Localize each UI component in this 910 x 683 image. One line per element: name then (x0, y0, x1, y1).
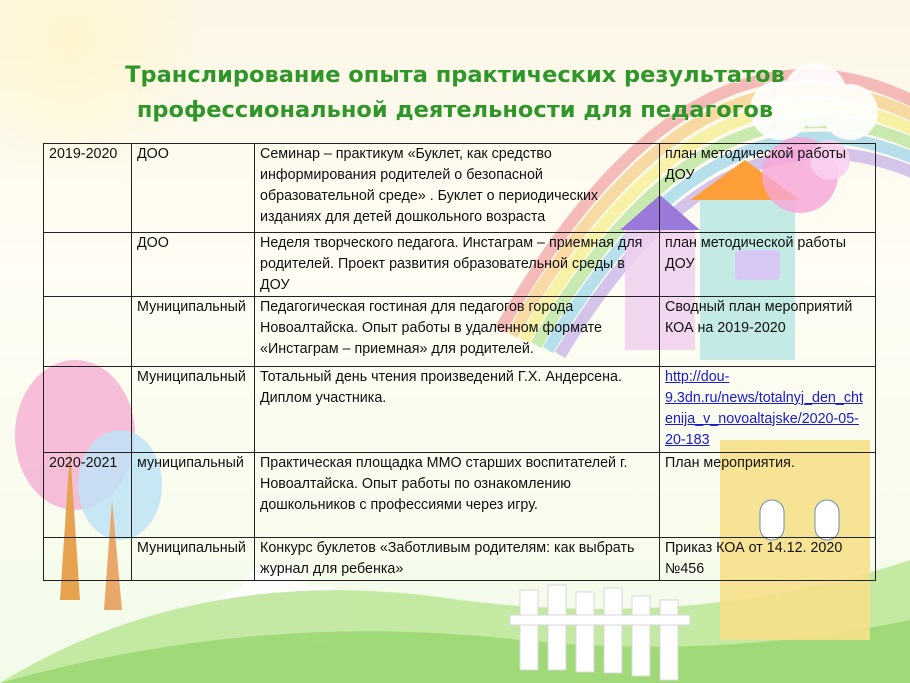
event-cell: Педагогическая гостиная для педагогов города Новоалтайска. Опыт работы в удаленном формате «Инстаграм – приемная» для родителей. (255, 297, 660, 367)
document-cell: Приказ КОА от 14.12. 2020 №456 (660, 538, 876, 581)
year-cell (44, 297, 132, 367)
event-cell: Конкурс буклетов «Заботливым родителям: как выбрать журнал для ребенка» (255, 538, 660, 581)
event-cell: Практическая площадка ММО старших воспитателей г. Новоалтайска. Опыт работы по ознакомлению дошкольников с профессиями через игру. (255, 453, 660, 538)
table-row (44, 233, 876, 297)
table-row (44, 367, 876, 453)
year-cell (44, 538, 132, 581)
table-row (44, 297, 876, 367)
level-cell: муниципальный (132, 453, 255, 538)
results-table-container (43, 143, 876, 581)
news-link[interactable]: http://dou-9.3dn.ru/news/totalnyj_den_chtenija_v_novoaltajske/2020-05-20-183 (665, 369, 863, 448)
page-title: Транслирование опыта практических результатов профессиональной деятельности для педагогов (125, 62, 785, 123)
level-cell: Муниципальный (132, 297, 255, 367)
year-cell (44, 367, 132, 453)
level-cell: ДОО (132, 233, 255, 297)
event-cell: Неделя творческого педагога. Инстаграм – приемная для родителей. Проект развития образовательной среды в ДОУ (255, 233, 660, 297)
document-cell: план методической работы ДОУ (660, 144, 876, 233)
year-cell (44, 233, 132, 297)
document-cell: Сводный план мероприятий КОА на 2019-2020 (660, 297, 876, 367)
document-cell (660, 367, 876, 453)
table-row (44, 453, 876, 538)
event-cell: Семинар – практикум «Буклет, как средство информирования родителей о безопасной образовательной среде» . Буклет о периодических изданиях для детей дошкольного возраста (255, 144, 660, 233)
level-cell: Муниципальный (132, 367, 255, 453)
level-cell: Муниципальный (132, 538, 255, 581)
results-table (43, 143, 876, 581)
table-row (44, 538, 876, 581)
document-cell: план методической работы ДОУ (660, 233, 876, 297)
year-cell: 2019-2020 (44, 144, 132, 233)
level-cell: ДОО (132, 144, 255, 233)
document-cell: План мероприятия. (660, 453, 876, 538)
table-row (44, 144, 876, 233)
year-cell: 2020-2021 (44, 453, 132, 538)
event-cell: Тотальный день чтения произведений Г.Х. Андерсена. Диплом участника. (255, 367, 660, 453)
